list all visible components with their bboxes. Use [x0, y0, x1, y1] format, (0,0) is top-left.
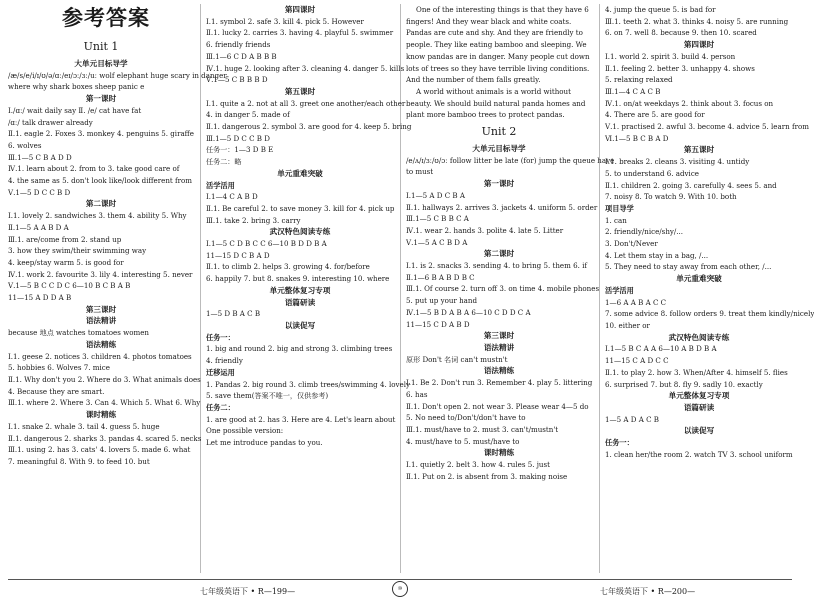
answer-line: 5. to understand 6. advice	[605, 168, 699, 178]
answer-line: 4. in danger 5. made of	[206, 110, 290, 120]
column-2-lines	[206, 4, 412, 449]
answer-line: Ⅴ.1—5 A C B D A	[406, 237, 468, 247]
answer-line: Ⅳ.1. learn about 2. from to 3. take good care of	[8, 164, 180, 174]
answer-line: 2. friendly/nice/shy/...	[605, 227, 684, 237]
answer-line: 1—5 D B A C B	[206, 309, 261, 319]
answer-line: 4. jump the queue 5. is bad for	[605, 5, 716, 14]
answer-line: Ⅴ.1—5 D C C B D	[8, 187, 71, 197]
answer-line: Ⅰ.1. snake 2. whale 3. tail 4. guess 5. huge	[8, 421, 160, 431]
answer-line: 任务一：1—3 D B E	[206, 145, 274, 155]
section-heading: 单元整体复习专项	[269, 285, 331, 295]
answer-line: Ⅱ.1. hallways 2. arrives 3. jackets 4. uniform 5. order	[406, 202, 598, 212]
page-footer-left: 七年级英语下 • R—199—	[200, 587, 296, 597]
answer-line: 5. save them(答案不唯一，仅供参考)	[206, 391, 329, 401]
subsection-label: 项目导学	[605, 203, 634, 213]
section-heading: 语篇研读	[683, 402, 715, 412]
answer-line: 5. put up your hand	[406, 296, 478, 306]
answer-line: 4. Let them stay in a bag, /...	[605, 250, 709, 260]
section-heading: 第五课时	[284, 86, 316, 96]
answer-line: Ⅱ.1. to play 2. how 3. When/After 4. himself 5. flies	[605, 367, 788, 377]
answer-line: Ⅴ.1—5 C B B B D	[206, 75, 268, 85]
answer-line: Ⅲ.1. Of course 2. turn off 3. on time 4. mobile phones	[406, 284, 600, 294]
column-divider	[200, 4, 201, 573]
section-heading: 武汉特色阅读专练	[269, 227, 331, 237]
answer-line: One possible version:	[206, 426, 284, 436]
subsection-label: 迁移运用	[206, 367, 235, 377]
answer-line: 11—15 C D A B D	[406, 319, 470, 329]
answer-line: /æ/s/e/i/ɪ/ʊ/ə/ɑː/eɪ/ɔː/ɜː/uː wolf elephant huge scary in danger	[8, 70, 227, 80]
answer-line: Ⅰ.1. geese 2. notices 3. children 4. photos tomatoes	[8, 351, 192, 361]
answer-line: Ⅱ.1—6 B A B D B C	[406, 272, 475, 282]
answer-line: Ⅳ.1. on/at weekdays 2. think about 3. focus on	[605, 98, 774, 108]
column-4-lines	[605, 4, 814, 460]
section-heading: 第四课时	[284, 5, 316, 14]
footer-rule	[8, 579, 792, 580]
answer-line: to must	[406, 167, 434, 177]
answer-line: Ⅰ.1. lovely 2. sandwiches 3. them 4. ability 5. Why	[8, 211, 187, 221]
section-heading: 课时精练	[483, 448, 515, 458]
subsection-label: 任务二：	[206, 402, 235, 412]
subsection-label: 任务一：	[206, 332, 235, 342]
answer-line: Ⅲ.1—4 C A C B	[605, 86, 661, 96]
answer-line: Ⅲ.1—6 C D A B B B	[206, 51, 277, 61]
essay-paragraph: A world without animals is a world without beauty. We should build natural panda homes and plant more bamboo trees to protect pandas.	[406, 86, 586, 120]
answer-line: Let me introduce pandas to you.	[206, 438, 323, 448]
answer-line: 4. the same as 5. don't look like/look different from	[8, 176, 193, 186]
answer-line: Ⅰ.1. quietly 2. belt 3. how 4. rules 5. just	[406, 460, 550, 470]
answer-line: 4. keep/stay warm 5. is good for	[8, 257, 124, 267]
answer-line: Ⅱ.1. feeling 2. better 3. unhappy 4. shows	[605, 63, 755, 73]
answer-line: Ⅰ.1. is 2. snacks 3. sending 4. to bring 5. them 6. if	[406, 261, 587, 271]
answer-line: Ⅳ.1—5 B D A B A 6—10 C D D C A	[406, 307, 531, 317]
answer-line: Ⅱ.1—5 A A B D A	[8, 222, 69, 232]
section-heading: 大单元目标导学	[74, 59, 128, 68]
answer-line: 7. noisy 8. To watch 9. With 10. both	[605, 192, 737, 202]
answer-line: Ⅱ.1. dangerous 2. sharks 3. pandas 4. scared 5. necks	[8, 433, 202, 443]
section-heading: 语法精讲	[85, 316, 117, 326]
answer-line: Ⅵ.1—5 B C B A D	[605, 133, 669, 143]
answer-line: where why shark boxes sheep panic e	[8, 82, 145, 92]
answer-line: 6. friendly friends	[206, 40, 271, 50]
answer-line: 任务二：略	[206, 157, 242, 167]
answer-line: 1. clean her/the room 2. watch TV 3. school uniform	[605, 449, 793, 459]
answer-line: 10. either or	[605, 320, 650, 330]
answer-line: Ⅲ.1—5 D C C B D	[206, 133, 270, 143]
section-heading: 第三课时	[85, 304, 117, 314]
column-3-lines	[406, 143, 615, 482]
section-heading: 第一课时	[85, 94, 117, 104]
section-heading: 第三课时	[483, 331, 515, 341]
section-heading: 第五课时	[683, 145, 715, 155]
answer-line: Ⅴ.1—5 B C C D C 6—10 B C B A B	[8, 281, 131, 291]
answer-line: /e/ʌ/ɪ/ɜː/ʊ/ɔː follow litter be late (for) jump the queue have	[406, 155, 615, 165]
section-heading: 语篇研读	[284, 297, 316, 307]
answer-line: 11—15 C A D C C	[605, 356, 669, 366]
answer-line: 7. meaningful 8. With 9. to feed 10. but	[8, 456, 150, 466]
answer-line: 原形 Don't 名词 can't mustn't	[406, 354, 508, 364]
unit-heading: Unit 1	[83, 40, 119, 53]
answer-line: 6. happily 7. but 8. snakes 9. interesting 10. where	[206, 274, 390, 284]
answer-line: Ⅰ.1—5 B C A A 6—10 A B D B A	[605, 344, 717, 354]
answer-line: 1. can	[605, 215, 627, 225]
section-heading: 第四课时	[683, 40, 715, 50]
subsection-label: 活学活用	[206, 180, 235, 190]
subsection-label: 活学活用	[605, 285, 634, 295]
answer-line: Ⅳ.1. work 2. favourite 3. lily 4. interesting 5. never	[8, 269, 193, 279]
answer-line: 4. must/have to 5. must/have to	[406, 436, 520, 446]
answer-line: 7. some advice 8. follow orders 9. treat them kindly/nicely	[605, 309, 814, 319]
answer-line: 5. No need to/Don't/don't have to	[406, 413, 526, 423]
answer-line: 1. Pandas 2. big round 3. climb trees/swimming 4. lovely	[206, 379, 411, 389]
answer-line: 5. relaxing relaxed	[605, 75, 673, 85]
answer-line: Ⅲ.1—5 C B B C A	[406, 214, 469, 224]
unit-heading: Unit 2	[481, 125, 517, 139]
answer-line: 6. has	[406, 389, 428, 399]
section-heading: 语法精练	[85, 339, 117, 349]
section-heading: 第一课时	[483, 179, 515, 189]
answer-line: Ⅰ.1—5 C D B C C 6—10 B D D B A	[206, 239, 327, 249]
page-footer-right: 七年级英语下 • R—200—	[600, 587, 696, 597]
section-heading: 武汉特色阅读专练	[668, 332, 730, 342]
section-heading: 以读促写	[683, 426, 715, 436]
answer-line: 4. There are 5. are good for	[605, 110, 705, 120]
answer-line: Ⅰ.1. symbol 2. safe 3. kill 4. pick 5. However	[206, 16, 364, 26]
section-heading: 语法精练	[483, 366, 515, 376]
page-divider	[400, 4, 401, 573]
section-heading: 课时精练	[85, 410, 117, 420]
answer-line: 3. Don't/Never	[605, 239, 658, 249]
answer-line: /ɑː/ talk drawer already	[8, 117, 93, 127]
answer-line: Ⅱ.1. Be careful 2. to save money 3. kill for 4. pick up	[206, 203, 395, 213]
section-heading: 大单元目标导学	[472, 144, 526, 154]
answer-line: 5. They need to stay away from each other, /...	[605, 262, 772, 272]
answer-line: 1. big and round 2. big and strong 3. climbing trees	[206, 344, 393, 354]
answer-line: Ⅰ.1. breaks 2. cleans 3. visiting 4. untidy	[605, 157, 750, 167]
answer-line: 4. friendly	[206, 356, 243, 366]
section-heading: 语法精讲	[483, 342, 515, 352]
column-2	[206, 4, 412, 449]
section-heading: 单元整体复习专项	[668, 391, 730, 401]
answer-line: Ⅱ.1. children 2. going 3. carefully 4. sees 5. and	[605, 180, 777, 190]
answer-line: Ⅱ.1. eagle 2. Foxes 3. monkey 4. penguins 5. giraffe	[8, 129, 194, 139]
section-heading: 第二课时	[483, 249, 515, 259]
section-heading: 以读促写	[284, 320, 316, 330]
answer-line: Ⅱ.1. dangerous 2. symbol 3. are good for 4. keep 5. bring	[206, 122, 412, 132]
answer-line: Ⅰ.1. world 2. spirit 3. build 4. person	[605, 51, 736, 61]
answer-line: Ⅰ./ɑː/ wait daily say Ⅱ. /e/ cat have fat	[8, 105, 142, 115]
answer-line: Ⅲ.1. take 2. bring 3. carry	[206, 215, 301, 225]
essay-paragraph: One of the interesting things is that they have 6 fingers! And they wear black and white coats. Pandas are cute and shy. And they are friendly to people. They like eating bamboo and sleeping. We know pandas are in danger. Many people cut down lots of trees so they have terrible living conditions. And the number of them falls greatly.	[406, 5, 590, 85]
answer-line: Ⅲ.1—5 C B A D D	[8, 152, 72, 162]
answer-line: 6. on 7. well 8. because 9. then 10. scared	[605, 28, 757, 38]
subsection-label: 任务一：	[605, 438, 634, 448]
section-heading: 单元重难突破	[277, 168, 323, 178]
answer-line: 5. hobbies 6. Wolves 7. mice	[8, 363, 110, 373]
answer-line: Ⅳ.1. wear 2. hands 3. polite 4. late 5. Litter	[406, 225, 564, 235]
answer-line: Ⅰ.1—5 A D C B A	[406, 190, 466, 200]
answer-line: 6. wolves	[8, 140, 42, 150]
column-4	[605, 4, 814, 460]
answer-line: Ⅱ.1. Put on 2. is absent from 3. making noise	[406, 471, 568, 481]
answer-line: because 地点 watches tomatoes women	[8, 328, 149, 338]
section-heading: 第二课时	[85, 199, 117, 209]
section-heading: 单元重难突破	[676, 274, 722, 284]
answer-line: Ⅲ.1. teeth 2. what 3. thinks 4. noisy 5. are running	[605, 16, 789, 26]
answer-line: 11—15 D C B A D	[206, 250, 270, 260]
answer-line: Ⅲ.1. using 2. has 3. cats' 4. lovers 5. made 6. what	[8, 445, 191, 455]
answer-line: Ⅲ.1. are/come from 2. stand up	[8, 234, 122, 244]
answer-line: 11—15 A D D A B	[8, 293, 72, 303]
answer-line: 1. are good at 2. has 3. Here are 4. Let's learn about	[206, 414, 396, 424]
answer-line: Ⅰ.1. quite a 2. not at all 3. greet one another/each other	[206, 98, 406, 108]
page-title: 参考答案	[62, 6, 150, 30]
answer-line: 4. Because they are smart.	[8, 386, 105, 396]
answer-line: Ⅴ.1. practised 2. awful 3. become 4. advice 5. learn from	[605, 122, 809, 132]
answer-line: Ⅳ.1. huge 2. looking after 3. cleaning 4. danger 5. kills	[206, 63, 405, 73]
answer-line: 6. surprised 7. but 8. fly 9. sadly 10. exactly	[605, 379, 763, 389]
center-stamp-icon: ⑩	[392, 581, 408, 597]
answer-line: Ⅱ.1. to climb 2. helps 3. growing 4. for/before	[206, 262, 370, 272]
answer-line: Ⅱ.1. lucky 2. carries 3. having 4. playful 5. swimmer	[206, 28, 394, 38]
answer-line: Ⅱ.1. Why don't you 2. Where do 3. What animals does	[8, 374, 201, 384]
answer-line: 1—6 A A B A C C	[605, 297, 667, 307]
column-3	[406, 4, 615, 482]
answer-line: Ⅱ.1. Don't open 2. not wear 3. Please wear 4—5 do	[406, 401, 589, 411]
answer-line: Ⅰ.1. Be 2. Don't run 3. Remember 4. play 5. littering	[406, 378, 593, 388]
answer-line: 1—5 A D A C B	[605, 414, 659, 424]
column-divider	[599, 4, 600, 573]
answer-line: Ⅰ.1—4 C A B D	[206, 192, 258, 202]
answer-line: Ⅲ.1. where 2. Where 3. Can 4. Which 5. What 6. Why	[8, 398, 201, 408]
answer-line: Ⅲ.1. must/have to 2. must 3. can't/mustn't	[406, 424, 559, 434]
answer-line: 3. how they swim/their swimming way	[8, 246, 147, 256]
